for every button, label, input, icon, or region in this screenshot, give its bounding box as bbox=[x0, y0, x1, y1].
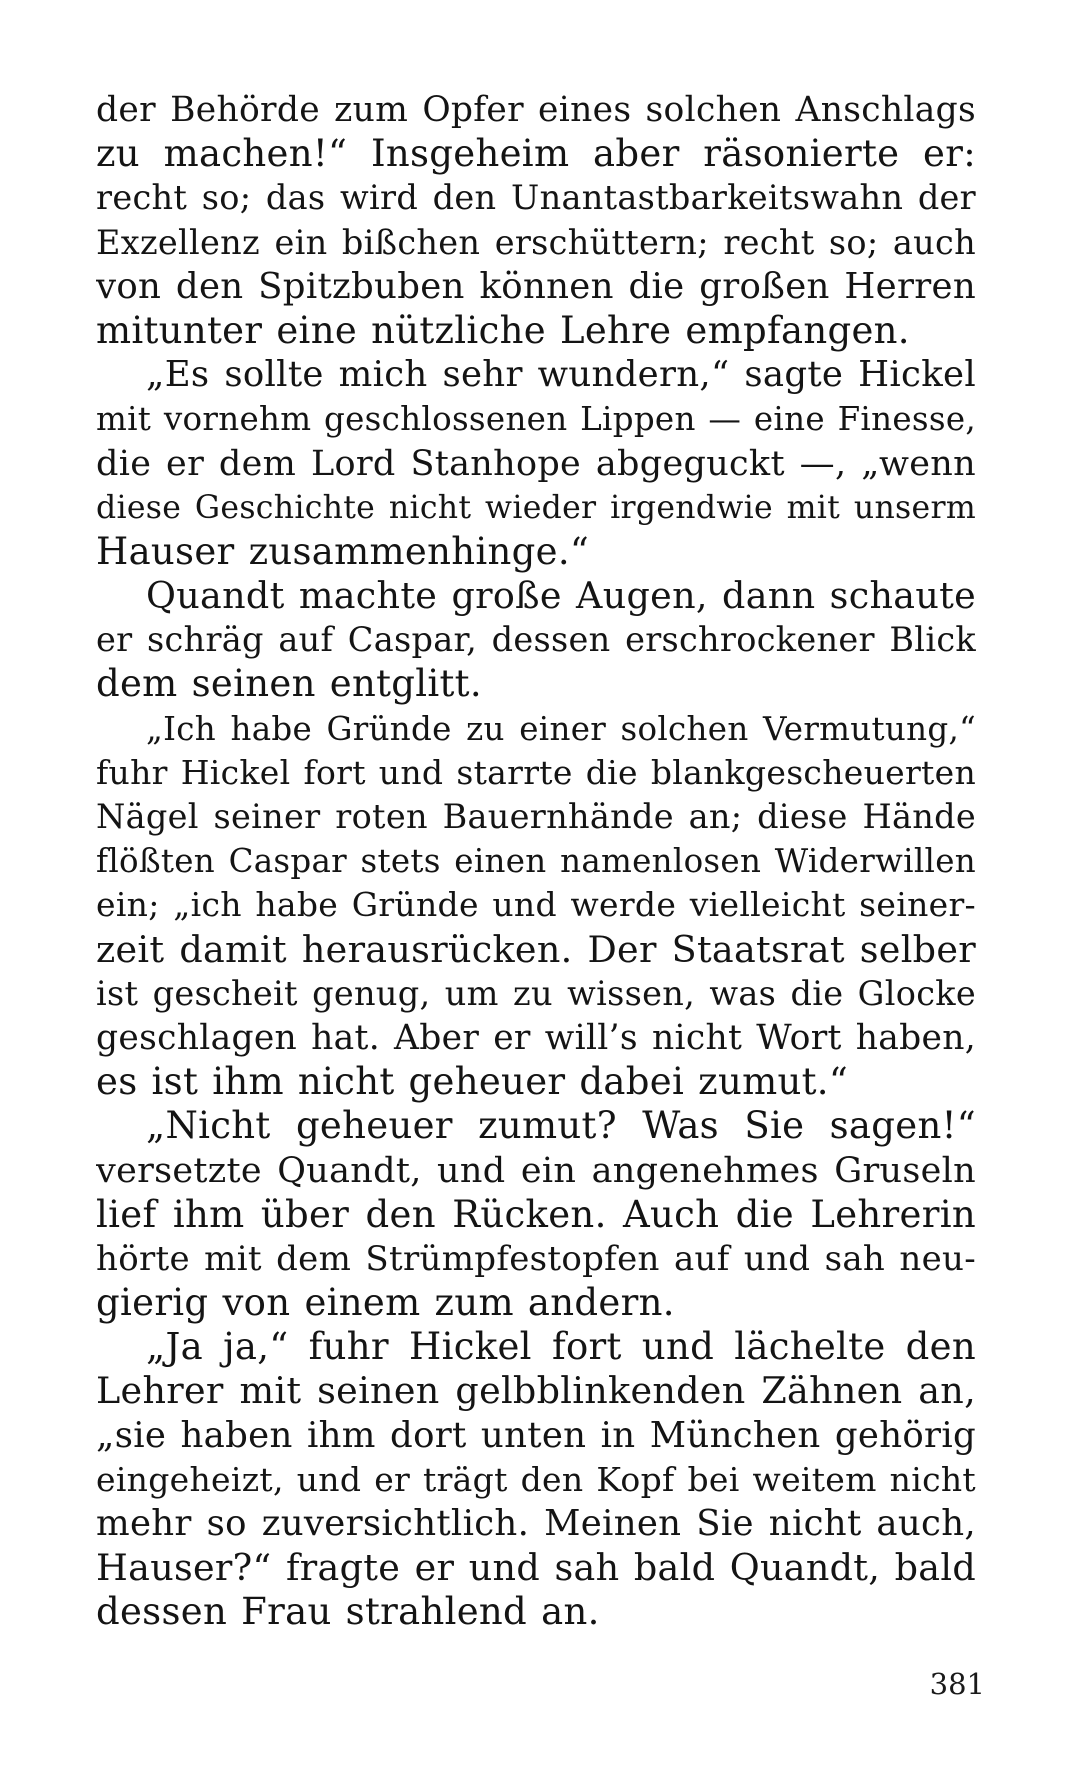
text-line: versetzte Quandt, und ein angenehmes Gruseln bbox=[96, 1150, 976, 1191]
text-line: Nägel seiner roten Bauernhände an; diese Hände bbox=[96, 797, 976, 836]
text-line: fuhr Hickel fort und starrte die blankgescheuerten bbox=[96, 752, 976, 792]
paragraph-start-line: „Nicht geheuer zumut? Was Sie sagen!“ bbox=[146, 1104, 976, 1148]
text-line: lief ihm über den Rücken. Auch die Lehrerin bbox=[96, 1192, 976, 1236]
text-line: zeit damit herausrücken. Der Staatsrat selber bbox=[96, 927, 976, 971]
page-number: 381 bbox=[929, 1667, 985, 1701]
text-line: von den Spitzbuben können die großen Herren bbox=[96, 265, 976, 307]
text-line: flößten Caspar stets einen namenlosen Widerwillen bbox=[96, 842, 976, 881]
text-line: mehr so zuversichtlich. Meinen Sie nicht auch, bbox=[96, 1503, 976, 1544]
text-line: dem seinen entglitt. bbox=[96, 662, 482, 706]
text-line: Hauser?“ fragte er und sah bald Quandt, bald bbox=[96, 1546, 976, 1590]
body-text bbox=[96, 88, 976, 1635]
text-line: „sie haben ihm dort unten in München gehörig bbox=[96, 1414, 976, 1456]
text-line: es ist ihm nicht geheuer dabei zumut.“ bbox=[96, 1060, 849, 1104]
text-line: geschlagen hat. Aber er will’s nicht Wort haben, bbox=[96, 1017, 976, 1058]
text-line: mit vornehm geschlossenen Lippen — eine Finesse, bbox=[96, 400, 976, 439]
paragraph-start-line: „Ja ja,“ fuhr Hickel fort und lächelte den bbox=[146, 1325, 976, 1369]
text-line: eingeheizt, und er trägt den Kopf bei weitem nicht bbox=[96, 1459, 976, 1499]
text-line: diese Geschichte nicht wieder irgendwie mit unserm bbox=[96, 489, 976, 526]
text-line: er schräg auf Caspar, dessen erschrockener Blick bbox=[96, 620, 976, 660]
text-line: Hauser zusammenhinge.“ bbox=[96, 529, 590, 573]
text-line: gierig von einem zum andern. bbox=[96, 1281, 675, 1325]
text-line: Exzellenz ein bißchen erschüttern; recht so; auch bbox=[96, 222, 976, 262]
paragraph-start-line: „Ich habe Gründe zu einer solchen Vermutung,“ bbox=[146, 709, 976, 748]
text-line: der Behörde zum Opfer eines solchen Anschlags bbox=[96, 90, 976, 130]
text-line: die er dem Lord Stanhope abgeguckt —, „wenn bbox=[96, 443, 976, 484]
text-line: zu machen!“ Insgeheim aber räsonierte er: bbox=[96, 132, 976, 176]
text-line: mitunter eine nützliche Lehre empfangen. bbox=[96, 308, 910, 352]
text-line: recht so; das wird den Unantastbarkeitswahn der bbox=[96, 178, 976, 218]
text-line: Lehrer mit seinen gelbblinkenden Zähnen an, bbox=[96, 1369, 976, 1413]
paragraph-start-line: Quandt machte große Augen, dann schaute bbox=[146, 574, 976, 618]
text-line: hörte mit dem Strümpfestopfen auf und sah neu- bbox=[96, 1238, 976, 1279]
text-line: ein; „ich habe Gründe und werde vielleicht seiner- bbox=[96, 885, 976, 925]
paragraph-start-line: „Es sollte mich sehr wundern,“ sagte Hickel bbox=[146, 354, 976, 396]
text-line: ist gescheit genug, um zu wissen, was die Glocke bbox=[96, 973, 976, 1013]
text-line: dessen Frau strahlend an. bbox=[96, 1590, 600, 1634]
